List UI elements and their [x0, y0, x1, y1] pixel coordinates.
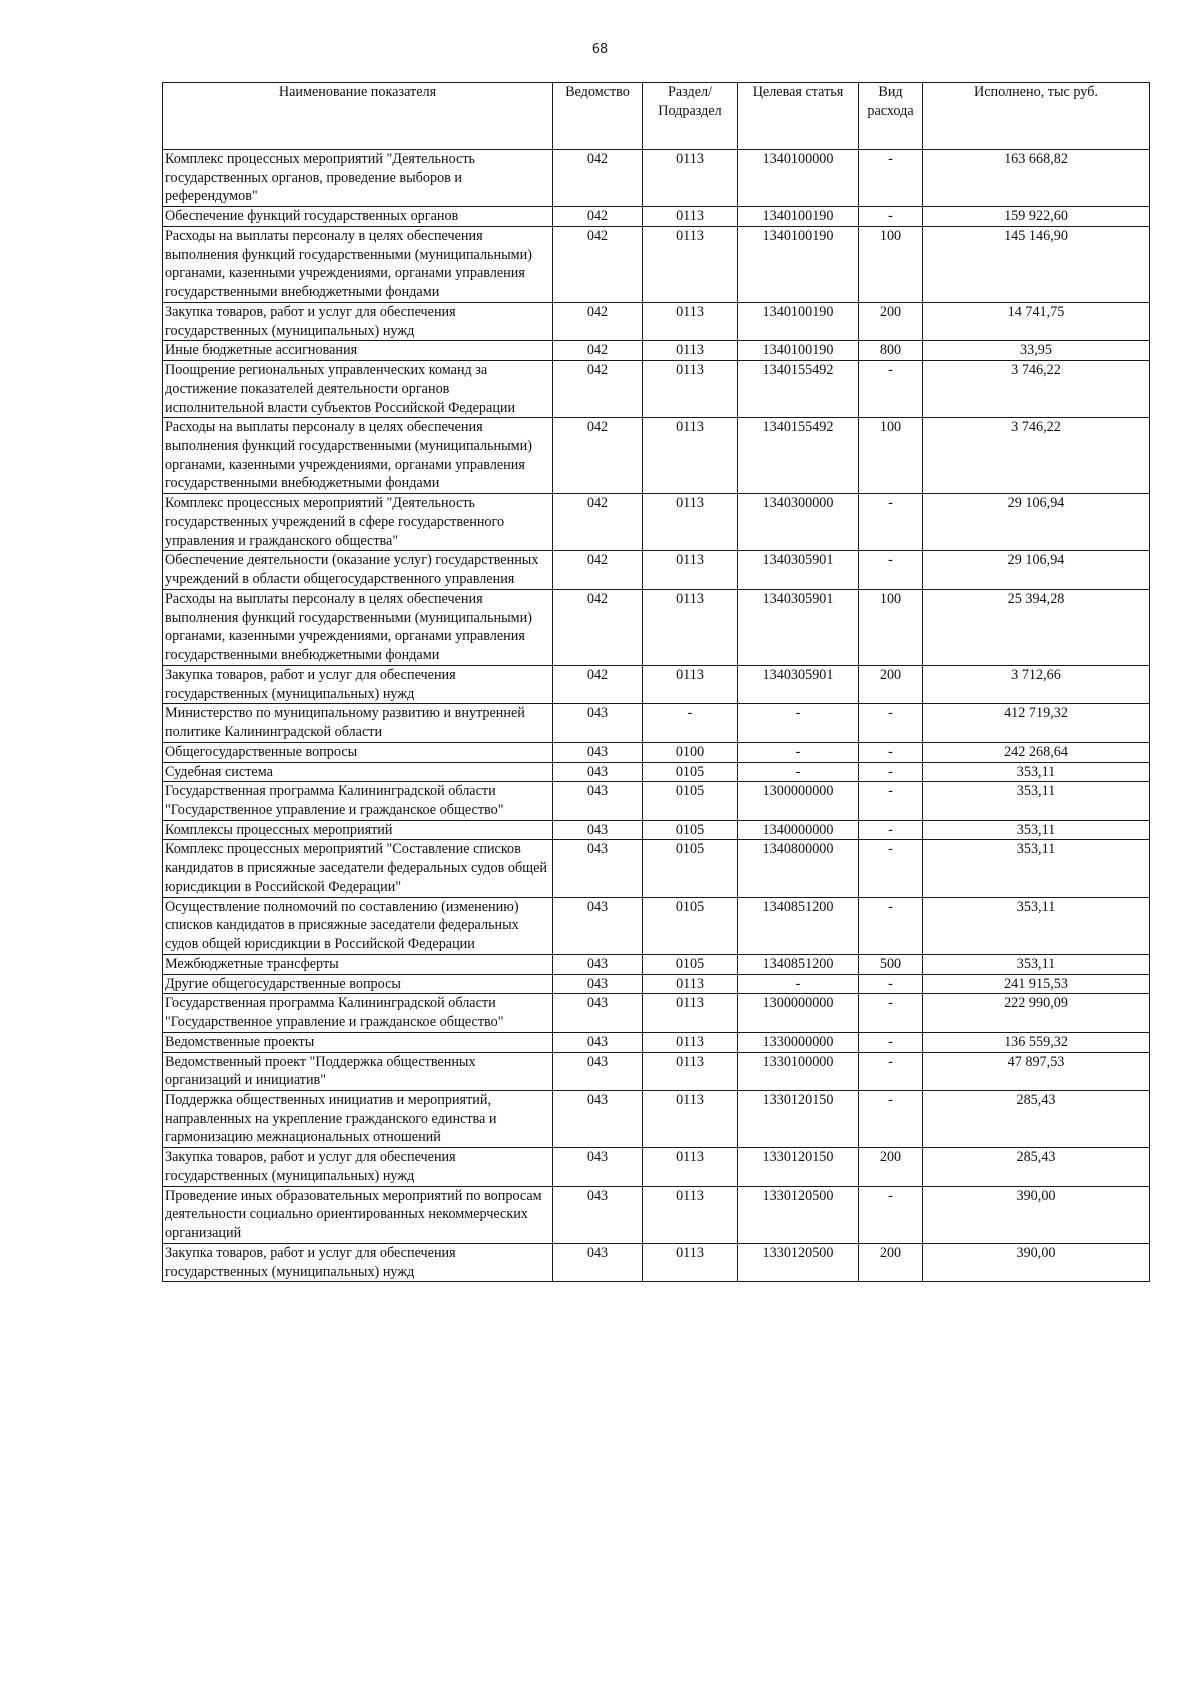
cell-target-article: -	[738, 704, 859, 742]
cell-executed-amount: 353,11	[923, 820, 1150, 840]
cell-target-article: -	[738, 742, 859, 762]
cell-department: 042	[553, 207, 643, 227]
table-row	[163, 226, 1150, 302]
cell-section: 0113	[643, 974, 738, 994]
cell-target-article: 1340851200	[738, 897, 859, 954]
table-row	[163, 1090, 1150, 1147]
table-row	[163, 974, 1150, 994]
cell-expense-type: 100	[859, 418, 923, 494]
cell-indicator-name: Закупка товаров, работ и услуг для обеспечения государственных (муниципальных) нужд	[163, 1148, 553, 1186]
cell-section: 0113	[643, 302, 738, 340]
cell-indicator-name: Комплексы процессных мероприятий	[163, 820, 553, 840]
table-row	[163, 1148, 1150, 1186]
cell-executed-amount: 3 712,66	[923, 665, 1150, 703]
cell-section: 0113	[643, 226, 738, 302]
cell-target-article: 1330120150	[738, 1148, 859, 1186]
cell-expense-type: -	[859, 551, 923, 589]
cell-executed-amount: 353,11	[923, 954, 1150, 974]
cell-indicator-name: Иные бюджетные ассигнования	[163, 341, 553, 361]
cell-section: 0100	[643, 742, 738, 762]
table-row	[163, 762, 1150, 782]
table-row	[163, 994, 1150, 1032]
cell-target-article: 1340300000	[738, 494, 859, 551]
cell-section: 0113	[643, 150, 738, 207]
cell-target-article: 1340100190	[738, 341, 859, 361]
table-row	[163, 361, 1150, 418]
table-row	[163, 820, 1150, 840]
cell-target-article: 1340305901	[738, 589, 859, 665]
cell-department: 043	[553, 1148, 643, 1186]
cell-executed-amount: 353,11	[923, 840, 1150, 897]
cell-target-article: 1340000000	[738, 820, 859, 840]
cell-executed-amount: 353,11	[923, 762, 1150, 782]
cell-indicator-name: Обеспечение деятельности (оказание услуг) государственных учреждений в области общегосударственного управления	[163, 551, 553, 589]
cell-executed-amount: 163 668,82	[923, 150, 1150, 207]
cell-section: 0113	[643, 1052, 738, 1090]
cell-target-article: -	[738, 762, 859, 782]
cell-executed-amount: 25 394,28	[923, 589, 1150, 665]
cell-indicator-name: Осуществление полномочий по составлению (изменению) списков кандидатов в присяжные заседатели федеральных судов общей юрисдикции в Российской Федерации	[163, 897, 553, 954]
cell-section: 0113	[643, 994, 738, 1032]
cell-executed-amount: 412 719,32	[923, 704, 1150, 742]
cell-indicator-name: Ведомственные проекты	[163, 1032, 553, 1052]
cell-expense-type: -	[859, 1032, 923, 1052]
cell-department: 042	[553, 589, 643, 665]
cell-section: 0105	[643, 782, 738, 820]
cell-expense-type: 200	[859, 665, 923, 703]
cell-expense-type: -	[859, 820, 923, 840]
table-header	[163, 83, 1150, 150]
cell-expense-type: 100	[859, 226, 923, 302]
cell-expense-type: 200	[859, 1148, 923, 1186]
cell-indicator-name: Закупка товаров, работ и услуг для обеспечения государственных (муниципальных) нужд	[163, 665, 553, 703]
cell-department: 043	[553, 1052, 643, 1090]
cell-department: 043	[553, 762, 643, 782]
cell-target-article: 1340800000	[738, 840, 859, 897]
cell-expense-type: -	[859, 840, 923, 897]
cell-department: 043	[553, 954, 643, 974]
cell-section: 0105	[643, 820, 738, 840]
table-row	[163, 589, 1150, 665]
cell-expense-type: 100	[859, 589, 923, 665]
cell-expense-type: -	[859, 762, 923, 782]
cell-section: 0113	[643, 361, 738, 418]
table-row	[163, 954, 1150, 974]
cell-department: 042	[553, 665, 643, 703]
cell-indicator-name: Обеспечение функций государственных органов	[163, 207, 553, 227]
budget-execution-table	[162, 82, 1150, 1282]
table-row	[163, 1032, 1150, 1052]
cell-executed-amount: 3 746,22	[923, 418, 1150, 494]
cell-executed-amount: 353,11	[923, 897, 1150, 954]
cell-indicator-name: Расходы на выплаты персоналу в целях обеспечения выполнения функций государственными (муниципальными) органами, казенными учреждениями, органами управления государственными внебюджетными фондами	[163, 589, 553, 665]
cell-expense-type: -	[859, 742, 923, 762]
page-number: 68	[591, 42, 609, 57]
cell-department: 043	[553, 1243, 643, 1281]
header-section: Раздел/ Подраздел	[643, 83, 738, 150]
cell-indicator-name: Ведомственный проект "Поддержка общественных организаций и инициатив"	[163, 1052, 553, 1090]
cell-executed-amount: 222 990,09	[923, 994, 1150, 1032]
cell-indicator-name: Судебная система	[163, 762, 553, 782]
cell-executed-amount: 47 897,53	[923, 1052, 1150, 1090]
cell-indicator-name: Поддержка общественных инициатив и мероприятий, направленных на укрепление гражданского единства и гармонизацию межнациональных отношений	[163, 1090, 553, 1147]
cell-executed-amount: 14 741,75	[923, 302, 1150, 340]
cell-indicator-name: Министерство по муниципальному развитию и внутренней политике Калининградской области	[163, 704, 553, 742]
header-target-article: Целевая статья	[738, 83, 859, 150]
cell-department: 042	[553, 551, 643, 589]
table-row	[163, 1052, 1150, 1090]
cell-executed-amount: 3 746,22	[923, 361, 1150, 418]
cell-indicator-name: Государственная программа Калининградской области "Государственное управление и гражданское общество"	[163, 782, 553, 820]
cell-expense-type: -	[859, 974, 923, 994]
cell-target-article: 1330120150	[738, 1090, 859, 1147]
cell-executed-amount: 29 106,94	[923, 494, 1150, 551]
cell-executed-amount: 136 559,32	[923, 1032, 1150, 1052]
cell-expense-type: 200	[859, 1243, 923, 1281]
cell-indicator-name: Поощрение региональных управленческих команд за достижение показателей деятельности органов исполнительной власти субъектов Российской Федерации	[163, 361, 553, 418]
cell-target-article: 1340851200	[738, 954, 859, 974]
cell-expense-type: 200	[859, 302, 923, 340]
cell-expense-type: -	[859, 1052, 923, 1090]
cell-department: 042	[553, 302, 643, 340]
cell-executed-amount: 33,95	[923, 341, 1150, 361]
cell-department: 043	[553, 994, 643, 1032]
cell-indicator-name: Расходы на выплаты персоналу в целях обеспечения выполнения функций государственными (муниципальными) органами, казенными учреждениями, органами управления государственными внебюджетными фондами	[163, 418, 553, 494]
cell-expense-type: -	[859, 994, 923, 1032]
table-row	[163, 897, 1150, 954]
table-row	[163, 742, 1150, 762]
cell-section: 0105	[643, 840, 738, 897]
cell-indicator-name: Комплекс процессных мероприятий "Деятельность государственных органов, проведение выборов и референдумов"	[163, 150, 553, 207]
cell-indicator-name: Комплекс процессных мероприятий "Деятельность государственных учреждений в сфере государственного управления и гражданского общества"	[163, 494, 553, 551]
cell-department: 043	[553, 742, 643, 762]
cell-indicator-name: Другие общегосударственные вопросы	[163, 974, 553, 994]
cell-department: 043	[553, 704, 643, 742]
table-row	[163, 302, 1150, 340]
table-row	[163, 1186, 1150, 1243]
header-department: Ведомство	[553, 83, 643, 150]
header-expense-type: Вид расхода	[859, 83, 923, 150]
cell-section: 0113	[643, 1090, 738, 1147]
cell-section: 0105	[643, 897, 738, 954]
cell-executed-amount: 353,11	[923, 782, 1150, 820]
cell-section: 0105	[643, 762, 738, 782]
cell-indicator-name: Общегосударственные вопросы	[163, 742, 553, 762]
cell-department: 042	[553, 226, 643, 302]
cell-executed-amount: 241 915,53	[923, 974, 1150, 994]
table-row	[163, 207, 1150, 227]
table-body	[163, 150, 1150, 1282]
cell-executed-amount: 159 922,60	[923, 207, 1150, 227]
cell-expense-type: -	[859, 782, 923, 820]
cell-indicator-name: Межбюджетные трансферты	[163, 954, 553, 974]
cell-target-article: 1300000000	[738, 994, 859, 1032]
table-row	[163, 1243, 1150, 1281]
cell-target-article: 1340155492	[738, 361, 859, 418]
cell-department: 043	[553, 974, 643, 994]
cell-department: 042	[553, 341, 643, 361]
table-row	[163, 840, 1150, 897]
cell-department: 043	[553, 897, 643, 954]
cell-target-article: 1330100000	[738, 1052, 859, 1090]
cell-target-article: 1340305901	[738, 665, 859, 703]
cell-department: 042	[553, 494, 643, 551]
cell-indicator-name: Комплекс процессных мероприятий "Составление списков кандидатов в присяжные заседатели федеральных судов общей юрисдикции в Российской Федерации"	[163, 840, 553, 897]
cell-section: 0113	[643, 1032, 738, 1052]
cell-section: 0113	[643, 494, 738, 551]
cell-section: 0113	[643, 1186, 738, 1243]
cell-section: 0113	[643, 341, 738, 361]
cell-indicator-name: Закупка товаров, работ и услуг для обеспечения государственных (муниципальных) нужд	[163, 1243, 553, 1281]
cell-target-article: 1340100190	[738, 226, 859, 302]
table-row	[163, 551, 1150, 589]
cell-executed-amount: 390,00	[923, 1186, 1150, 1243]
cell-expense-type: -	[859, 897, 923, 954]
table-row	[163, 494, 1150, 551]
cell-executed-amount: 242 268,64	[923, 742, 1150, 762]
cell-section: 0113	[643, 1148, 738, 1186]
cell-department: 043	[553, 820, 643, 840]
table-row	[163, 704, 1150, 742]
cell-section: 0113	[643, 418, 738, 494]
cell-expense-type: -	[859, 150, 923, 207]
cell-expense-type: -	[859, 704, 923, 742]
cell-department: 042	[553, 361, 643, 418]
cell-section: 0113	[643, 551, 738, 589]
cell-indicator-name: Государственная программа Калининградской области "Государственное управление и гражданское общество"	[163, 994, 553, 1032]
cell-expense-type: 500	[859, 954, 923, 974]
cell-expense-type: -	[859, 494, 923, 551]
cell-target-article: 1330120500	[738, 1243, 859, 1281]
cell-executed-amount: 285,43	[923, 1090, 1150, 1147]
cell-section: 0113	[643, 589, 738, 665]
cell-expense-type: -	[859, 1186, 923, 1243]
cell-section: 0105	[643, 954, 738, 974]
cell-indicator-name: Расходы на выплаты персоналу в целях обеспечения выполнения функций государственными (муниципальными) органами, казенными учреждениями, органами управления государственными внебюджетными фондами	[163, 226, 553, 302]
table-row	[163, 418, 1150, 494]
cell-department: 043	[553, 840, 643, 897]
cell-department: 043	[553, 1186, 643, 1243]
cell-executed-amount: 285,43	[923, 1148, 1150, 1186]
cell-target-article: 1340100190	[738, 207, 859, 227]
cell-expense-type: -	[859, 361, 923, 418]
cell-target-article: -	[738, 974, 859, 994]
cell-target-article: 1340155492	[738, 418, 859, 494]
table-row	[163, 341, 1150, 361]
cell-executed-amount: 29 106,94	[923, 551, 1150, 589]
cell-department: 042	[553, 150, 643, 207]
cell-department: 042	[553, 418, 643, 494]
cell-expense-type: -	[859, 207, 923, 227]
cell-department: 043	[553, 782, 643, 820]
cell-indicator-name: Проведение иных образовательных мероприятий по вопросам деятельности социально ориентированных некоммерческих организаций	[163, 1186, 553, 1243]
cell-target-article: 1340100190	[738, 302, 859, 340]
cell-target-article: 1300000000	[738, 782, 859, 820]
table-row	[163, 150, 1150, 207]
header-executed-amount: Исполнено, тыс руб.	[923, 83, 1150, 150]
cell-section: 0113	[643, 1243, 738, 1281]
cell-section: 0113	[643, 665, 738, 703]
cell-target-article: 1340305901	[738, 551, 859, 589]
cell-section: -	[643, 704, 738, 742]
table-row	[163, 782, 1150, 820]
cell-indicator-name: Закупка товаров, работ и услуг для обеспечения государственных (муниципальных) нужд	[163, 302, 553, 340]
cell-expense-type: -	[859, 1090, 923, 1147]
cell-department: 043	[553, 1032, 643, 1052]
cell-target-article: 1330120500	[738, 1186, 859, 1243]
cell-executed-amount: 145 146,90	[923, 226, 1150, 302]
table-row	[163, 665, 1150, 703]
cell-section: 0113	[643, 207, 738, 227]
header-indicator-name: Наименование показателя	[163, 83, 553, 150]
cell-department: 043	[553, 1090, 643, 1147]
cell-executed-amount: 390,00	[923, 1243, 1150, 1281]
cell-expense-type: 800	[859, 341, 923, 361]
cell-target-article: 1330000000	[738, 1032, 859, 1052]
cell-target-article: 1340100000	[738, 150, 859, 207]
header-row	[163, 83, 1150, 150]
